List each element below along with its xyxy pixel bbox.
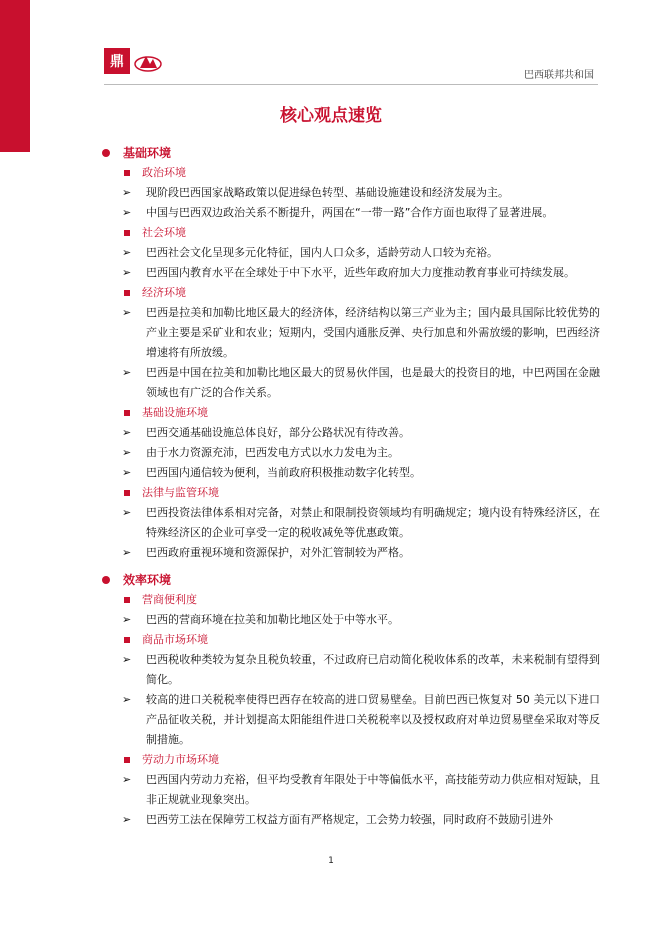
arrow-bullet-icon: ➢ [122, 613, 132, 626]
bullet-point [102, 690, 600, 750]
subsection-heading [102, 590, 600, 610]
subsection-heading [102, 223, 600, 243]
subsection-heading-label: 劳动力市场环境 [142, 753, 219, 766]
square-bullet-icon [124, 757, 130, 763]
bullet-point-text: 巴西的营商环境在拉美和加勒比地区处于中等水平。 [146, 613, 399, 626]
subsection-heading-label: 经济环境 [142, 286, 186, 299]
bullet-point-text: 巴西国内劳动力充裕，但平均受教育年限处于中等偏低水平，高技能劳动力供应相对短缺，且非正规就业现象突出。 [146, 773, 600, 806]
section [102, 570, 600, 830]
bullet-dot-icon [102, 576, 110, 584]
bullet-point-text: 巴西政府重视环境和资源保护，对外汇管制较为严格。 [146, 546, 410, 559]
subsection-heading-label: 社会环境 [142, 226, 186, 239]
section-heading [102, 143, 600, 163]
bullet-point [102, 543, 600, 563]
subsection-heading [102, 163, 600, 183]
main-content [102, 143, 600, 830]
arrow-bullet-icon: ➢ [122, 466, 132, 479]
subsection-heading [102, 630, 600, 650]
bullet-point-text: 巴西投资法律体系相对完备，对禁止和限制投资领域均有明确规定；境内设有特殊经济区，在特殊经济区的企业可享受一定的税收减免等优惠政策。 [146, 506, 600, 539]
bullet-point [102, 243, 600, 263]
section-heading [102, 570, 600, 590]
bullet-point [102, 443, 600, 463]
arrow-bullet-icon: ➢ [122, 773, 132, 786]
arrow-bullet-icon: ➢ [122, 266, 132, 279]
subsection-heading [102, 283, 600, 303]
square-bullet-icon [124, 410, 130, 416]
arrow-bullet-icon: ➢ [122, 186, 132, 199]
bullet-point [102, 303, 600, 363]
arrow-bullet-icon: ➢ [122, 653, 132, 666]
logo-char: 鼎 [110, 54, 124, 70]
bullet-point-text: 巴西国内通信较为便利，当前政府积极推动数字化转型。 [146, 466, 421, 479]
square-bullet-icon [124, 597, 130, 603]
section-heading-label: 效率环境 [123, 573, 172, 587]
bullet-point-text: 巴西是拉美和加勒比地区最大的经济体，经济结构以第三产业为主；国内最具国际比较优势的产业主要是采矿业和农业；短期内，受国内通胀反弹、央行加息和外需放缓的影响，巴西经济增速将有所放缓。 [146, 306, 600, 359]
bullet-point [102, 610, 600, 630]
subsection-heading-label: 商品市场环境 [142, 633, 208, 646]
square-bullet-icon [124, 230, 130, 236]
square-bullet-icon [124, 170, 130, 176]
subsection-heading-label: 法律与监管环境 [142, 486, 219, 499]
header-country-name: 巴西联邦共和国 [524, 70, 594, 81]
bullet-point-text: 巴西劳工法在保障劳工权益方面有严格规定，工会势力较强，同时政府不鼓励引进外 [146, 813, 553, 826]
bullet-point-text: 巴西税收种类较为复杂且税负较重，不过政府已启动简化税收体系的改革，未来税制有望得到简化。 [146, 653, 600, 686]
subsection-heading-label: 基础设施环境 [142, 406, 208, 419]
arrow-bullet-icon: ➢ [122, 506, 132, 519]
bullet-point [102, 463, 600, 483]
bullet-point-text: 巴西社会文化呈现多元化特征，国内人口众多，适龄劳动人口较为充裕。 [146, 246, 498, 259]
bullet-point-text: 现阶段巴西国家战略政策以促进绿色转型、基础设施建设和经济发展为主。 [146, 186, 509, 199]
arrow-bullet-icon: ➢ [122, 446, 132, 459]
bullet-point-text: 巴西国内教育水平在全球处于中下水平，近些年政府加大力度推动教育事业可持续发展。 [146, 266, 575, 279]
partner-logo-icon [133, 52, 163, 74]
bullet-point-text: 由于水力资源充沛，巴西发电方式以水力发电为主。 [146, 446, 399, 459]
arrow-bullet-icon: ➢ [122, 693, 132, 706]
section [102, 143, 600, 563]
subsection-heading [102, 750, 600, 770]
bullet-point [102, 650, 600, 690]
bullet-point-text: 中国与巴西双边政治关系不断提升，两国在“一带一路”合作方面也取得了显著进展。 [146, 206, 554, 219]
square-bullet-icon [124, 290, 130, 296]
arrow-bullet-icon: ➢ [122, 813, 132, 826]
square-bullet-icon [124, 490, 130, 496]
bullet-point [102, 770, 600, 810]
subsection-heading-label: 营商便利度 [142, 593, 197, 606]
square-bullet-icon [124, 637, 130, 643]
subsection-heading [102, 403, 600, 423]
subsection-heading-label: 政治环境 [142, 166, 186, 179]
bullet-dot-icon [102, 149, 110, 157]
page-title: 核心观点速览 [280, 106, 382, 126]
section-heading-label: 基础环境 [123, 146, 172, 160]
arrow-bullet-icon: ➢ [122, 426, 132, 439]
bullet-point [102, 263, 600, 283]
page-number: 1 [328, 856, 334, 866]
bullet-point-text: 较高的进口关税税率使得巴西存在较高的进口贸易壁垒。目前巴西已恢复对 50 美元以下进口产品征收关税，并计划提高太阳能组件进口关税税率以及授权政府对单边贸易壁垒采取对等反制措施。 [146, 693, 600, 746]
arrow-bullet-icon: ➢ [122, 306, 132, 319]
subsection-heading [102, 483, 600, 503]
arrow-bullet-icon: ➢ [122, 206, 132, 219]
bullet-point [102, 183, 600, 203]
bullet-point-text: 巴西交通基础设施总体良好，部分公路状况有待改善。 [146, 426, 410, 439]
company-logo [104, 48, 130, 74]
side-accent-bar [0, 0, 30, 152]
header-divider [104, 84, 598, 85]
arrow-bullet-icon: ➢ [122, 246, 132, 259]
bullet-point-text: 巴西是中国在拉美和加勒比地区最大的贸易伙伴国，也是最大的投资目的地，中巴两国在金融领域也有广泛的合作关系。 [146, 366, 600, 399]
arrow-bullet-icon: ➢ [122, 366, 132, 379]
bullet-point [102, 810, 600, 830]
arrow-bullet-icon: ➢ [122, 546, 132, 559]
bullet-point [102, 363, 600, 403]
bullet-point [102, 203, 600, 223]
bullet-point [102, 423, 600, 443]
bullet-point [102, 503, 600, 543]
